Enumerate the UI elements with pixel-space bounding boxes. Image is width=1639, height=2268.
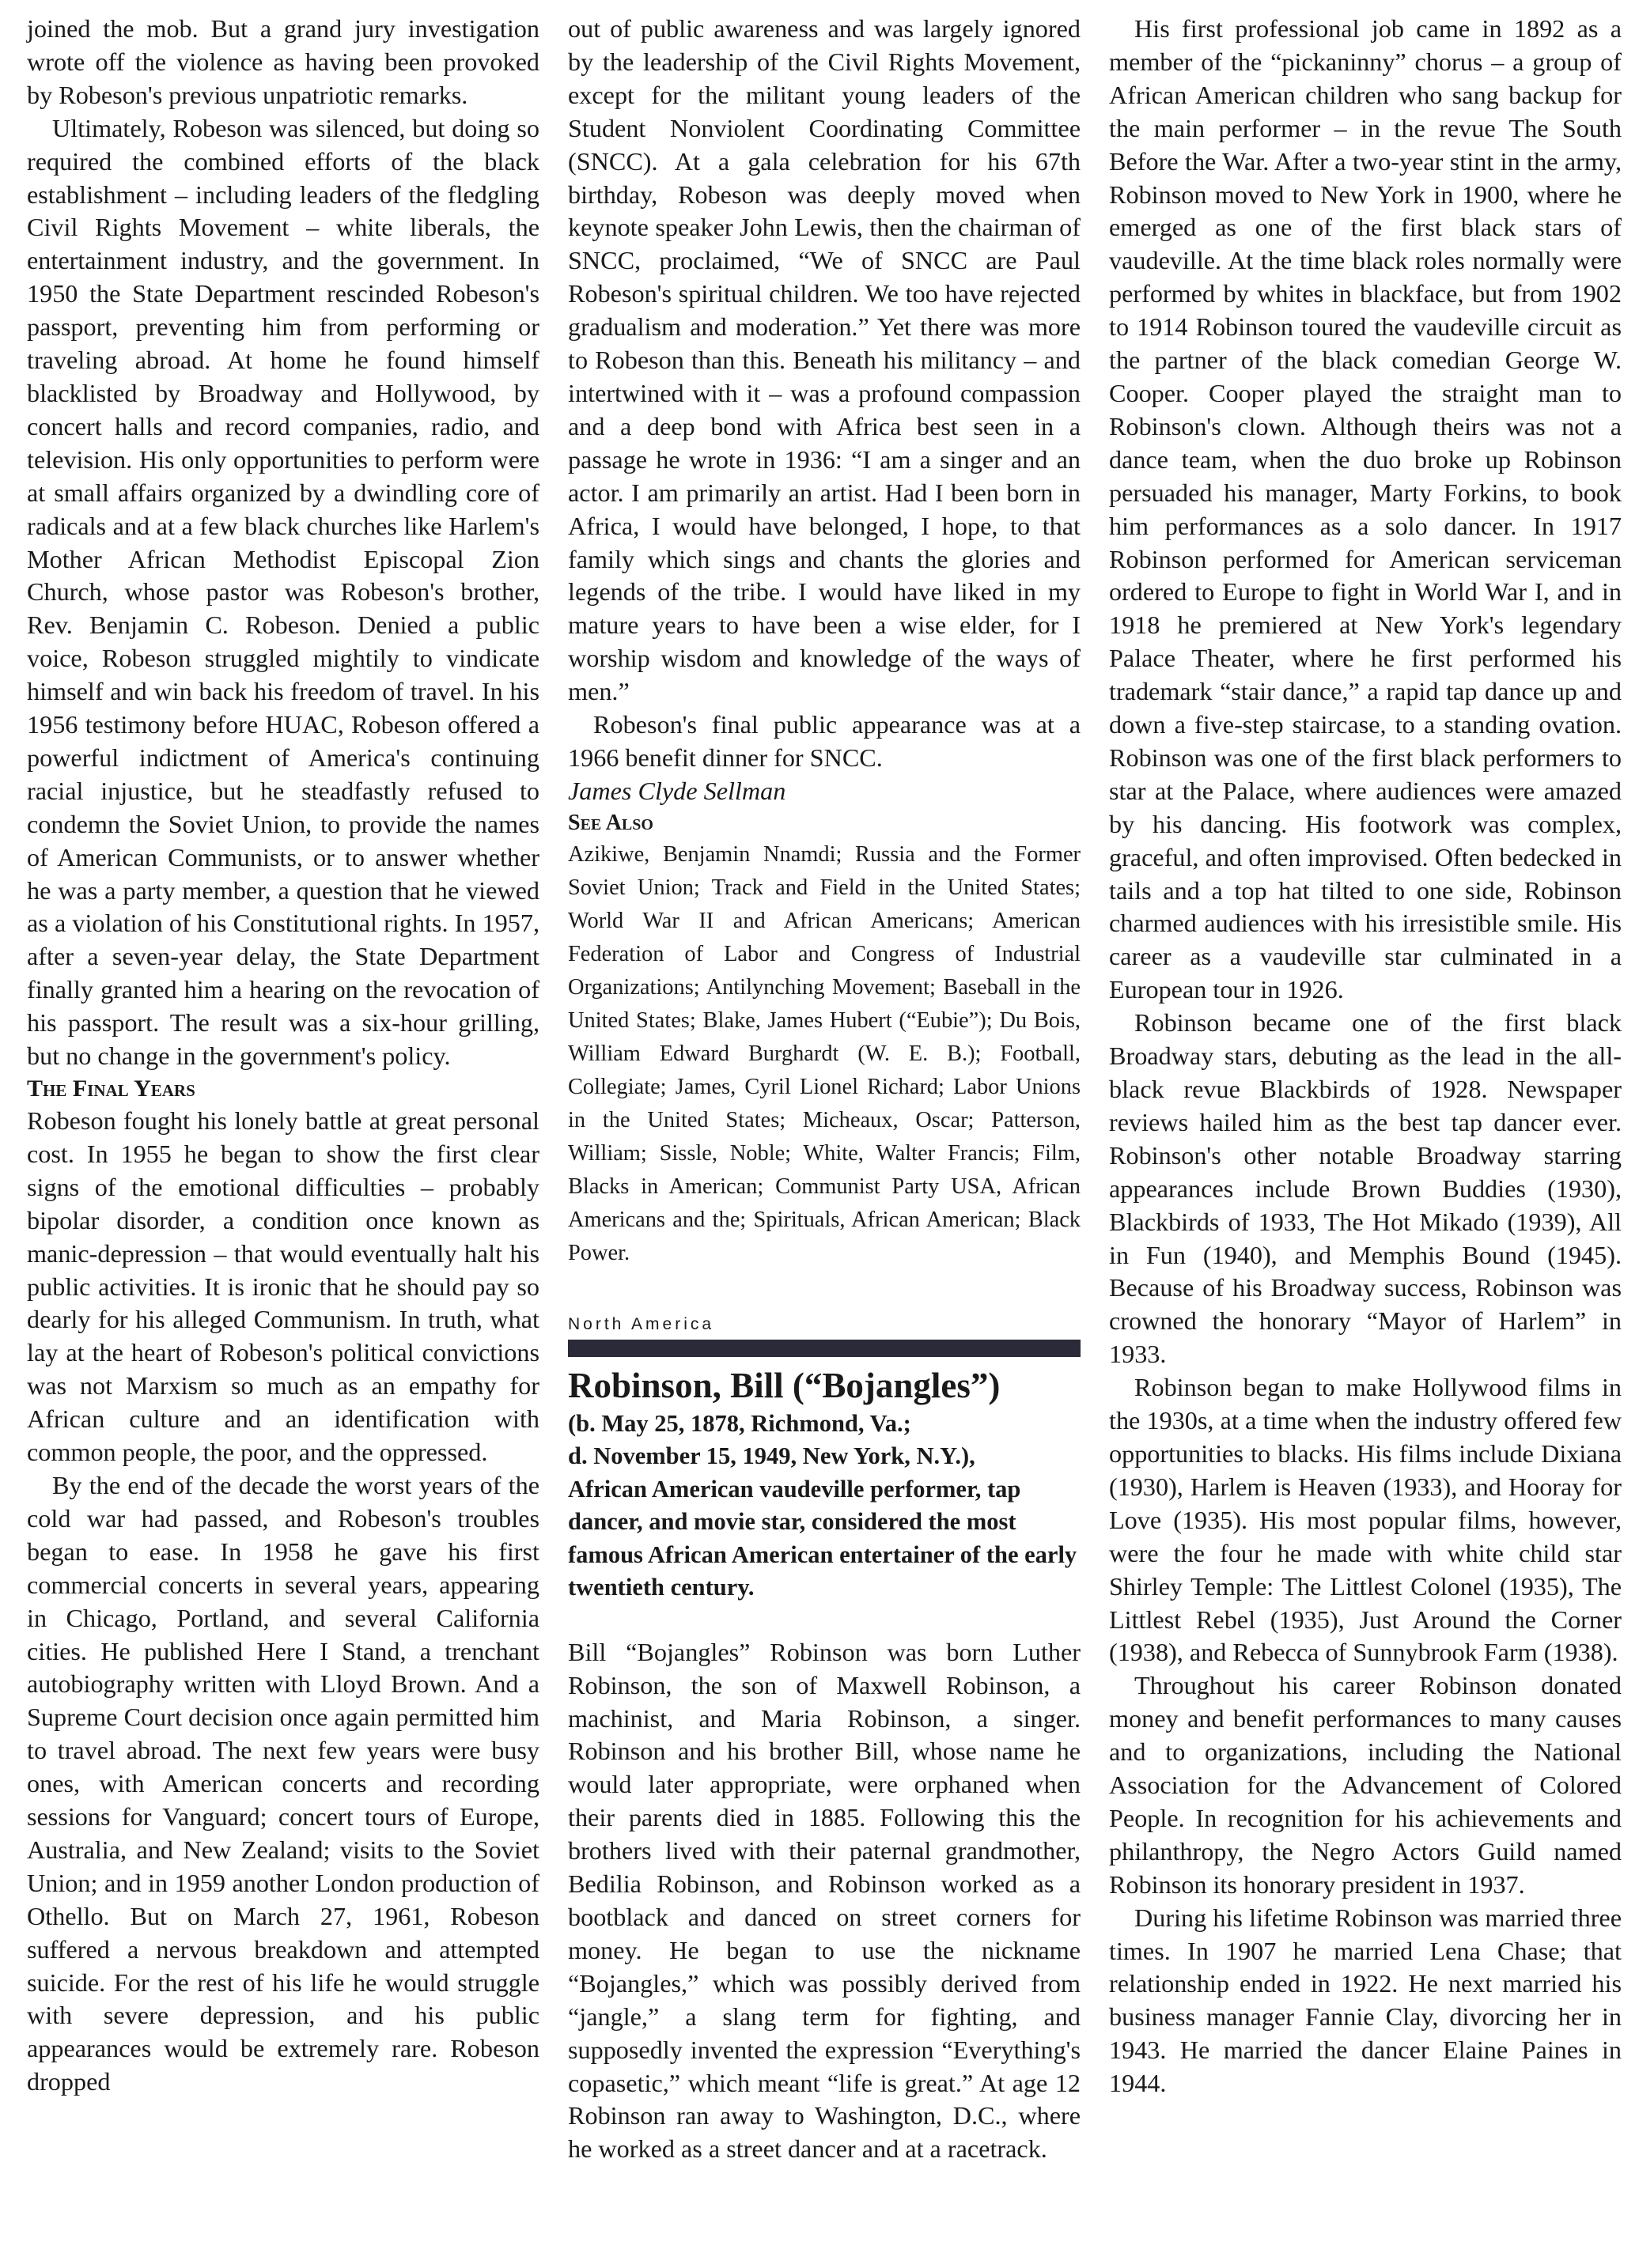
paragraph: His first professional job came in 1892 as a member of the “pickaninny” chorus – a group of African American children who sang backup for the main performer – in the revue The South Before the War. After a two-year stint in the army, Robinson moved to New York in 1900, where he emerged as one of the first black stars of vaudeville. At the time black roles normally were performed by whites in blackface, but from 1902 to 1914 Robinson toured the vaudeville circuit as the partner of the black comedian George W. Cooper. Cooper played the straight man to Robinson's clown. Although theirs was not a dance team, when the duo broke up Robinson persuaded his manager, Marty Forkins, to book him performances as a solo dancer. In 1917 Robinson performed for American serviceman ordered to Europe to fight in World War I, and in 1918 he premiered at New York's legendary Palace Theater, where he first performed his trademark “stair dance,” a rapid tap dance up and down a five-step staircase, to a standing ovation. Robinson was one of the first black performers to star at the Palace, where audiences were amazed by his dancing. His footwork was complex, graceful, and often improvised. Often bedecked in tails and a top hat tilted to one side, Robinson charmed audiences with his irresistible smile. His career as a vaudeville star culminated in a European tour in 1926. [1109,14,1622,1004]
paragraph: Robeson's final public appearance was at a 1966 benefit dinner for SNCC. [568,710,1081,772]
entry-summary [568,1408,1081,1605]
entry-body [568,1636,1081,2167]
see-also-heading: See Also [568,810,653,835]
paragraph: Bill “Bojangles” Robinson was born Luther Robinson, the son of Maxwell Robinson, a machinist, and Maria Robinson, a singer. Robinson and his brother Bill, whose name he would later appropriate, were orphaned when their parents died in 1885. Following this the brothers lived with their paternal grandmother, Bedilia Robinson, and Robinson worked as a bootblack and danced on street corners for money. He began to use the nickname “Bojangles,” which was possibly derived from “jangle,” a slang term for fighting, and supposedly invented the expression “Everything's copasetic,” which meant “life is great.” At age 12 Robinson ran away to Washington, D.C., where he worked as a street dancer and at a racetrack. [568,1637,1081,2164]
section-heading: The Final Years [27,1075,195,1102]
paragraph: out of public awareness and was largely ignored by the leadership of the Civil Rights Movement, except for the militant young leaders of the Student Nonviolent Coordinating Committee (SNCC). At a gala celebration for his 67th birthday, Robeson was deeply moved when keynote speaker John Lewis, then the chairman of SNCC, proclaimed, “We of SNCC are Paul Robeson's spiritual children. We too have rejected gradualism and moderation.” Yet there was more to Robeson than this. Beneath his militancy – and intertwined with it – was a profound compassion and a deep bond with Africa best seen in a passage he wrote in 1936: “I am a singer and an actor. I am primarily an artist. Had I been born in Africa, I would have belonged, I hope, to that family which sings and chants the glories and legends of the tribe. I would have liked in my mature years to have been a wise elder, for I worship wisdom and knowledge of the ways of men.” [568,14,1081,706]
column-middle [568,13,1081,2166]
column-left [27,13,539,2099]
entry-death: d. November 15, 1949, New York, N.Y.), [568,1442,975,1470]
region-label: North America [568,1314,715,1333]
author-signature: James Clyde Sellman [568,776,786,805]
paragraph: Robinson began to make Hollywood films in the 1930s, at a time when the industry offered few opportunities to blacks. His films include Dixiana (1930), Harlem is Heaven (1933), and Hooray for Love (1935). His most popular films, however, were the four he made with white child star Shirley Temple: The Littlest Colonel (1935), The Littlest Rebel (1935), Just Around the Corner (1938), and Rebecca of Sunnybrook Farm (1938). [1109,1373,1622,1667]
paragraph: Robeson fought his lonely battle at great personal cost. In 1955 he began to show the first clear signs of the emotional difficulties – probably bipolar disorder, a condition once known as manic-depression – that would eventually halt his public activities. It is ironic that he should pay so dearly for his alleged Communism. In truth, what lay at the heart of Robeson's political convictions was not Marxism so much as an empathy for African culture and an identification with common people, the poor, and the oppressed. [27,1106,539,1467]
paragraph: By the end of the decade the worst years of the cold war had passed, and Robeson's troubles began to ease. In 1958 he gave his first commercial concerts in several years, appearing in Chicago, Portland, and several California cities. He published Here I Stand, a trenchant autobiography written with Lloyd Brown. And a Supreme Court decision once again permitted him to travel abroad. The next few years were busy ones, with American concerts and recording sessions for Vanguard; concert tours of Europe, Australia, and New Zealand; visits to the Soviet Union; and in 1959 another London production of Othello. But on March 27, 1961, Robeson suffered a nervous breakdown and attempted suicide. For the rest of his life he would struggle with severe depression, and his public appearances would be extremely rare. Robeson dropped [27,1470,539,2096]
paragraph: Robinson became one of the first black Broadway stars, debuting as the lead in the all-black revue Blackbirds of 1928. Newspaper reviews hailed him as the best tap dancer ever. Robinson's other notable Broadway starring appearances include Brown Buddies (1930), Blackbirds of 1933, The Hot Mikado (1939), All in Fun (1940), and Memphis Bound (1945). Because of his Broadway success, Robinson was crowned the honorary “Mayor of Harlem” in 1933. [1109,1008,1622,1369]
paragraph: Throughout his career Robinson donated money and benefit performances to many causes and to organizations, including the National Association for the Advancement of Colored People. In recognition for his achievements and philanthropy, the Negro Actors Guild named Robinson its honorary president in 1937. [1109,1671,1622,1899]
column-right [1109,13,1622,2100]
entry-description: African American vaudeville performer, tap dancer, and movie star, considered the most famous African American entertainer of the early twentieth century. [568,1475,1077,1601]
paragraph: joined the mob. But a grand jury investigation wrote off the violence as having been provoked by Robeson's previous unpatriotic remarks. [27,14,539,109]
paragraph: During his lifetime Robinson was married three times. In 1907 he married Lena Chase; that relationship ended in 1922. He next married his business manager Fannie Clay, divorcing her in 1943. He married the dancer Elaine Paines in 1944. [1109,1903,1622,2098]
entry-birth: (b. May 25, 1878, Richmond, Va.; [568,1409,911,1437]
region-divider-bar [568,1340,1081,1357]
see-also-list: Azikiwe, Benjamin Nnamdi; Russia and the Former Soviet Union; Track and Field in the United States; World War II and African Americans; American Federation of Labor and Congress of Industrial Organizations; Antilynching Movement; Baseball in the United States; Blake, James Hubert (“Eubie”); Du Bois, William Edward Burghardt (W. E. B.); Football, Collegiate; James, Cyril Lionel Richard; Labor Unions in the United States; Micheaux, Oscar; Patterson, William; Sissle, Noble; White, Walter Francis; Film, Blacks in American; Communist Party USA, African Americans and the; Spirituals, African American; Black Power. [568,841,1081,1265]
entry-title: Robinson, Bill (“Bojangles”) [568,1365,1001,1405]
paragraph: Ultimately, Robeson was silenced, but doing so required the combined efforts of the black establishment – including leaders of the fledgling Civil Rights Movement – white liberals, the entertainment industry, and the government. In 1950 the State Department rescinded Robeson's passport, preventing him from performing or traveling abroad. At home he found himself blacklisted by Broadway and Hollywood, by concert halls and record companies, radio, and television. His only opportunities to perform were at small affairs organized by a dwindling core of radicals and at a few black churches like Harlem's Mother African Methodist Episcopal Zion Church, whose pastor was Robeson's brother, Rev. Benjamin C. Robeson. Denied a public voice, Robeson struggled mightily to vindicate himself and win back his freedom of travel. In his 1956 testimony before HUAC, Robeson offered a powerful indictment of America's continuing racial injustice, but he steadfastly refused to condemn the Soviet Union, to provide the names of American Communists, or to answer whether he was a party member, a question that he viewed as a violation of his Constitutional rights. In 1957, after a seven-year delay, the State Department finally granted him a hearing on the revocation of his passport. The result was a six-hour grilling, but no change in the government's policy. [27,113,539,1071]
